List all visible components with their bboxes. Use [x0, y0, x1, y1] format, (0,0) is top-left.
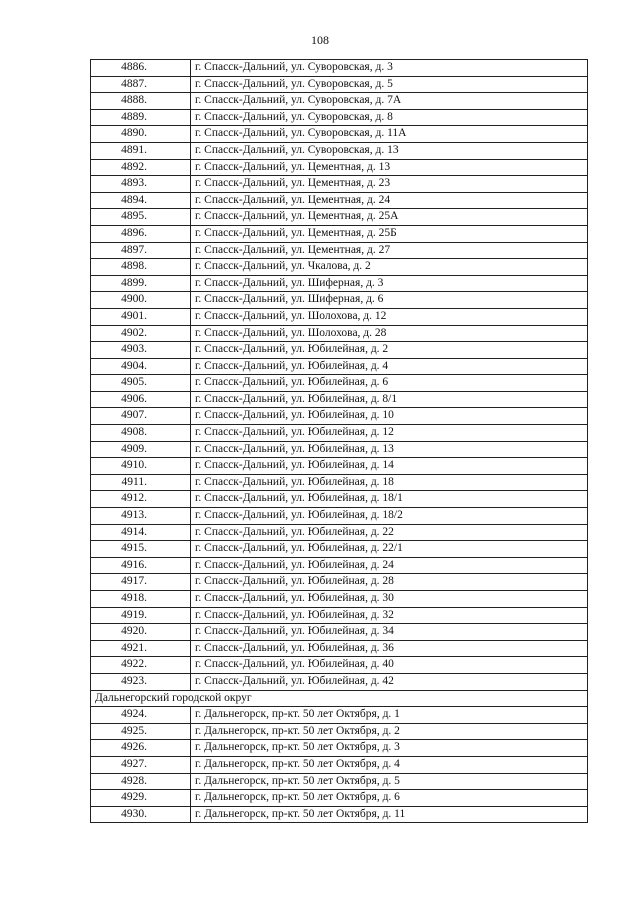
row-number: 4896.: [91, 225, 191, 242]
row-number: 4890.: [91, 126, 191, 143]
table-row: [91, 756, 588, 773]
row-number: 4915.: [91, 541, 191, 558]
row-address: г. Спасск-Дальний, ул. Цементная, д. 25Б: [191, 225, 588, 242]
table-row: [91, 225, 588, 242]
table-row: [91, 76, 588, 93]
table-row: [91, 707, 588, 724]
row-number: 4920.: [91, 624, 191, 641]
row-address: г. Спасск-Дальний, ул. Суворовская, д. 7А: [191, 93, 588, 110]
table-row: [91, 441, 588, 458]
row-address: г. Спасск-Дальний, ул. Цементная, д. 13: [191, 159, 588, 176]
table-row: [91, 740, 588, 757]
row-number: 4910.: [91, 458, 191, 475]
row-number: 4922.: [91, 657, 191, 674]
row-address: г. Спасск-Дальний, ул. Цементная, д. 25А: [191, 209, 588, 226]
row-number: 4888.: [91, 93, 191, 110]
row-number: 4913.: [91, 508, 191, 525]
row-address: г. Спасск-Дальний, ул. Цементная, д. 24: [191, 192, 588, 209]
row-address: г. Спасск-Дальний, ул. Юбилейная, д. 4: [191, 358, 588, 375]
row-number: 4905.: [91, 375, 191, 392]
table-row: [91, 242, 588, 259]
table-row: [91, 673, 588, 690]
row-number: 4924.: [91, 707, 191, 724]
row-number: 4891.: [91, 142, 191, 159]
section-heading: Дальнегорский городской округ: [91, 690, 588, 707]
row-number: 4894.: [91, 192, 191, 209]
table-row: [91, 790, 588, 807]
row-address: г. Спасск-Дальний, ул. Суворовская, д. 11А: [191, 126, 588, 143]
row-number: 4906.: [91, 391, 191, 408]
table-row: [91, 192, 588, 209]
row-address: г. Спасск-Дальний, ул. Юбилейная, д. 22: [191, 524, 588, 541]
row-address: г. Спасск-Дальний, ул. Шолохова, д. 28: [191, 325, 588, 342]
row-address: г. Спасск-Дальний, ул. Суворовская, д. 8: [191, 109, 588, 126]
row-address: г. Спасск-Дальний, ул. Юбилейная, д. 14: [191, 458, 588, 475]
table-row: [91, 458, 588, 475]
row-address: г. Спасск-Дальний, ул. Юбилейная, д. 13: [191, 441, 588, 458]
row-address: г. Спасск-Дальний, ул. Суворовская, д. 3: [191, 60, 588, 77]
row-address: г. Спасск-Дальний, ул. Юбилейная, д. 18/2: [191, 508, 588, 525]
table-row: [91, 159, 588, 176]
table-row: [91, 375, 588, 392]
table-row: [91, 591, 588, 608]
table-row: [91, 275, 588, 292]
row-address: г. Спасск-Дальний, ул. Юбилейная, д. 24: [191, 557, 588, 574]
table-row: [91, 723, 588, 740]
row-number: 4925.: [91, 723, 191, 740]
row-number: 4923.: [91, 673, 191, 690]
row-number: 4907.: [91, 408, 191, 425]
table-row: [91, 126, 588, 143]
row-address: г. Спасск-Дальний, ул. Чкалова, д. 2: [191, 259, 588, 276]
table-row: [91, 358, 588, 375]
row-number: 4898.: [91, 259, 191, 276]
row-number: 4900.: [91, 292, 191, 309]
row-number: 4903.: [91, 342, 191, 359]
row-number: 4902.: [91, 325, 191, 342]
row-address: г. Спасск-Дальний, ул. Суворовская, д. 13: [191, 142, 588, 159]
table-row: [91, 292, 588, 309]
table-row: [91, 524, 588, 541]
row-address: г. Спасск-Дальний, ул. Юбилейная, д. 2: [191, 342, 588, 359]
address-table-body: [91, 60, 588, 823]
table-row: [91, 60, 588, 77]
row-address: г. Спасск-Дальний, ул. Юбилейная, д. 28: [191, 574, 588, 591]
row-address: г. Спасск-Дальний, ул. Юбилейная, д. 18: [191, 474, 588, 491]
row-number: 4887.: [91, 76, 191, 93]
row-address: г. Дальнегорск, пр-кт. 50 лет Октября, д. 3: [191, 740, 588, 757]
row-address: г. Дальнегорск, пр-кт. 50 лет Октября, д. 6: [191, 790, 588, 807]
row-number: 4919.: [91, 607, 191, 624]
row-number: 4912.: [91, 491, 191, 508]
row-address: г. Спасск-Дальний, ул. Юбилейная, д. 42: [191, 673, 588, 690]
row-address: г. Спасск-Дальний, ул. Шиферная, д. 6: [191, 292, 588, 309]
row-address: г. Спасск-Дальний, ул. Юбилейная, д. 6: [191, 375, 588, 392]
table-row: [91, 806, 588, 823]
row-address: г. Дальнегорск, пр-кт. 50 лет Октября, д. 2: [191, 723, 588, 740]
row-address: г. Спасск-Дальний, ул. Цементная, д. 27: [191, 242, 588, 259]
table-row: [91, 574, 588, 591]
row-address: г. Дальнегорск, пр-кт. 50 лет Октября, д. 5: [191, 773, 588, 790]
row-number: 4911.: [91, 474, 191, 491]
table-row: [91, 557, 588, 574]
table-row: [91, 176, 588, 193]
row-number: 4904.: [91, 358, 191, 375]
table-row: [91, 142, 588, 159]
row-address: г. Спасск-Дальний, ул. Юбилейная, д. 18/1: [191, 491, 588, 508]
row-address: г. Спасск-Дальний, ул. Юбилейная, д. 8/1: [191, 391, 588, 408]
table-row: [91, 607, 588, 624]
row-number: 4918.: [91, 591, 191, 608]
row-address: г. Спасск-Дальний, ул. Шиферная, д. 3: [191, 275, 588, 292]
row-number: 4914.: [91, 524, 191, 541]
row-address: г. Спасск-Дальний, ул. Юбилейная, д. 32: [191, 607, 588, 624]
table-row: [91, 640, 588, 657]
row-number: 4926.: [91, 740, 191, 757]
row-address: г. Спасск-Дальний, ул. Юбилейная, д. 10: [191, 408, 588, 425]
row-number: 4892.: [91, 159, 191, 176]
table-row: [91, 541, 588, 558]
row-address: г. Дальнегорск, пр-кт. 50 лет Октября, д. 11: [191, 806, 588, 823]
table-row: [91, 209, 588, 226]
table-row: [91, 93, 588, 110]
table-row: [91, 474, 588, 491]
section-heading-row: [91, 690, 588, 707]
row-number: 4899.: [91, 275, 191, 292]
row-address: г. Спасск-Дальний, ул. Цементная, д. 23: [191, 176, 588, 193]
row-number: 4916.: [91, 557, 191, 574]
row-number: 4930.: [91, 806, 191, 823]
address-table: [90, 59, 588, 823]
row-number: 4895.: [91, 209, 191, 226]
row-address: г. Спасск-Дальний, ул. Юбилейная, д. 30: [191, 591, 588, 608]
row-number: 4929.: [91, 790, 191, 807]
row-address: г. Спасск-Дальний, ул. Юбилейная, д. 34: [191, 624, 588, 641]
row-number: 4927.: [91, 756, 191, 773]
table-row: [91, 624, 588, 641]
row-number: 4897.: [91, 242, 191, 259]
table-row: [91, 657, 588, 674]
row-address: г. Спасск-Дальний, ул. Суворовская, д. 5: [191, 76, 588, 93]
table-row: [91, 325, 588, 342]
row-number: 4917.: [91, 574, 191, 591]
table-row: [91, 425, 588, 442]
table-row: [91, 773, 588, 790]
table-row: [91, 408, 588, 425]
row-number: 4921.: [91, 640, 191, 657]
row-number: 4928.: [91, 773, 191, 790]
row-number: 4889.: [91, 109, 191, 126]
row-address: г. Спасск-Дальний, ул. Юбилейная, д. 12: [191, 425, 588, 442]
table-row: [91, 391, 588, 408]
row-number: 4893.: [91, 176, 191, 193]
table-row: [91, 259, 588, 276]
row-number: 4901.: [91, 308, 191, 325]
table-row: [91, 308, 588, 325]
row-address: г. Дальнегорск, пр-кт. 50 лет Октября, д. 4: [191, 756, 588, 773]
table-row: [91, 491, 588, 508]
row-number: 4886.: [91, 60, 191, 77]
table-row: [91, 508, 588, 525]
row-address: г. Спасск-Дальний, ул. Юбилейная, д. 22/1: [191, 541, 588, 558]
row-address: г. Спасск-Дальний, ул. Юбилейная, д. 36: [191, 640, 588, 657]
row-address: г. Дальнегорск, пр-кт. 50 лет Октября, д. 1: [191, 707, 588, 724]
page-number: 108: [311, 33, 329, 47]
row-number: 4908.: [91, 425, 191, 442]
row-address: г. Спасск-Дальний, ул. Юбилейная, д. 40: [191, 657, 588, 674]
row-address: г. Спасск-Дальний, ул. Шолохова, д. 12: [191, 308, 588, 325]
table-row: [91, 342, 588, 359]
table-row: [91, 109, 588, 126]
row-number: 4909.: [91, 441, 191, 458]
